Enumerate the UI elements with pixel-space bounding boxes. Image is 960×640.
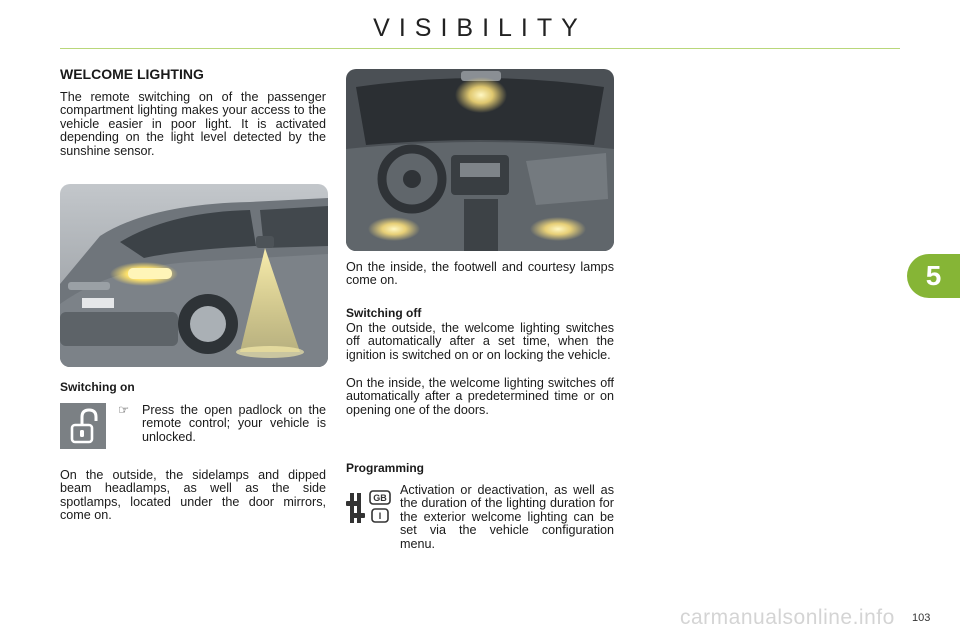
title-divider: [60, 48, 900, 49]
page-number: 103: [912, 612, 931, 624]
programming-heading: Programming: [346, 461, 425, 475]
inside-lamps-paragraph: On the inside, the footwell and courtesy lamps come on.: [346, 260, 614, 288]
switching-off-heading: Switching off: [346, 306, 422, 320]
pointing-hand-icon: ☞: [118, 403, 130, 417]
switching-on-heading: Switching on: [60, 380, 135, 394]
configuration-menu-icon: [346, 489, 392, 525]
config-badge-top: GB: [373, 493, 387, 503]
car-interior-illustration: [346, 69, 614, 251]
switching-off-inside-paragraph: On the inside, the welcome lighting switches off automatically after a predetermined time or on opening one of the doors.: [346, 376, 614, 417]
intro-paragraph: The remote switching on of the passenger compartment lighting makes your access to the vehicle easier in poor light. It is activated depending on the light level detected by the sunshine sensor.: [60, 90, 326, 158]
switching-on-instruction: Press the open padlock on the remote control; your vehicle is unlocked.: [142, 403, 326, 444]
switching-off-outside-paragraph: On the outside, the welcome lighting switches off automatically after a set time, when the ignition is switched on or on locking the vehicle.: [346, 321, 614, 362]
section-heading: WELCOME LIGHTING: [60, 66, 204, 82]
watermark: carmanualsonline.info: [680, 606, 895, 629]
programming-paragraph: Activation or deactivation, as well as the duration of the lighting duration for the exterior welcome lighting can be set via the vehicle configuration menu.: [400, 483, 614, 551]
switching-on-outside-paragraph: On the outside, the sidelamps and dipped beam headlamps, as well as the side spotlamps, located under the door mirrors, come on.: [60, 468, 326, 523]
config-badge-bottom: I: [378, 511, 382, 521]
page-title: VISIBILITY: [373, 14, 587, 42]
car-exterior-illustration: [60, 184, 328, 367]
open-padlock-icon: [60, 403, 106, 449]
chapter-tab[interactable]: 5: [907, 254, 960, 298]
